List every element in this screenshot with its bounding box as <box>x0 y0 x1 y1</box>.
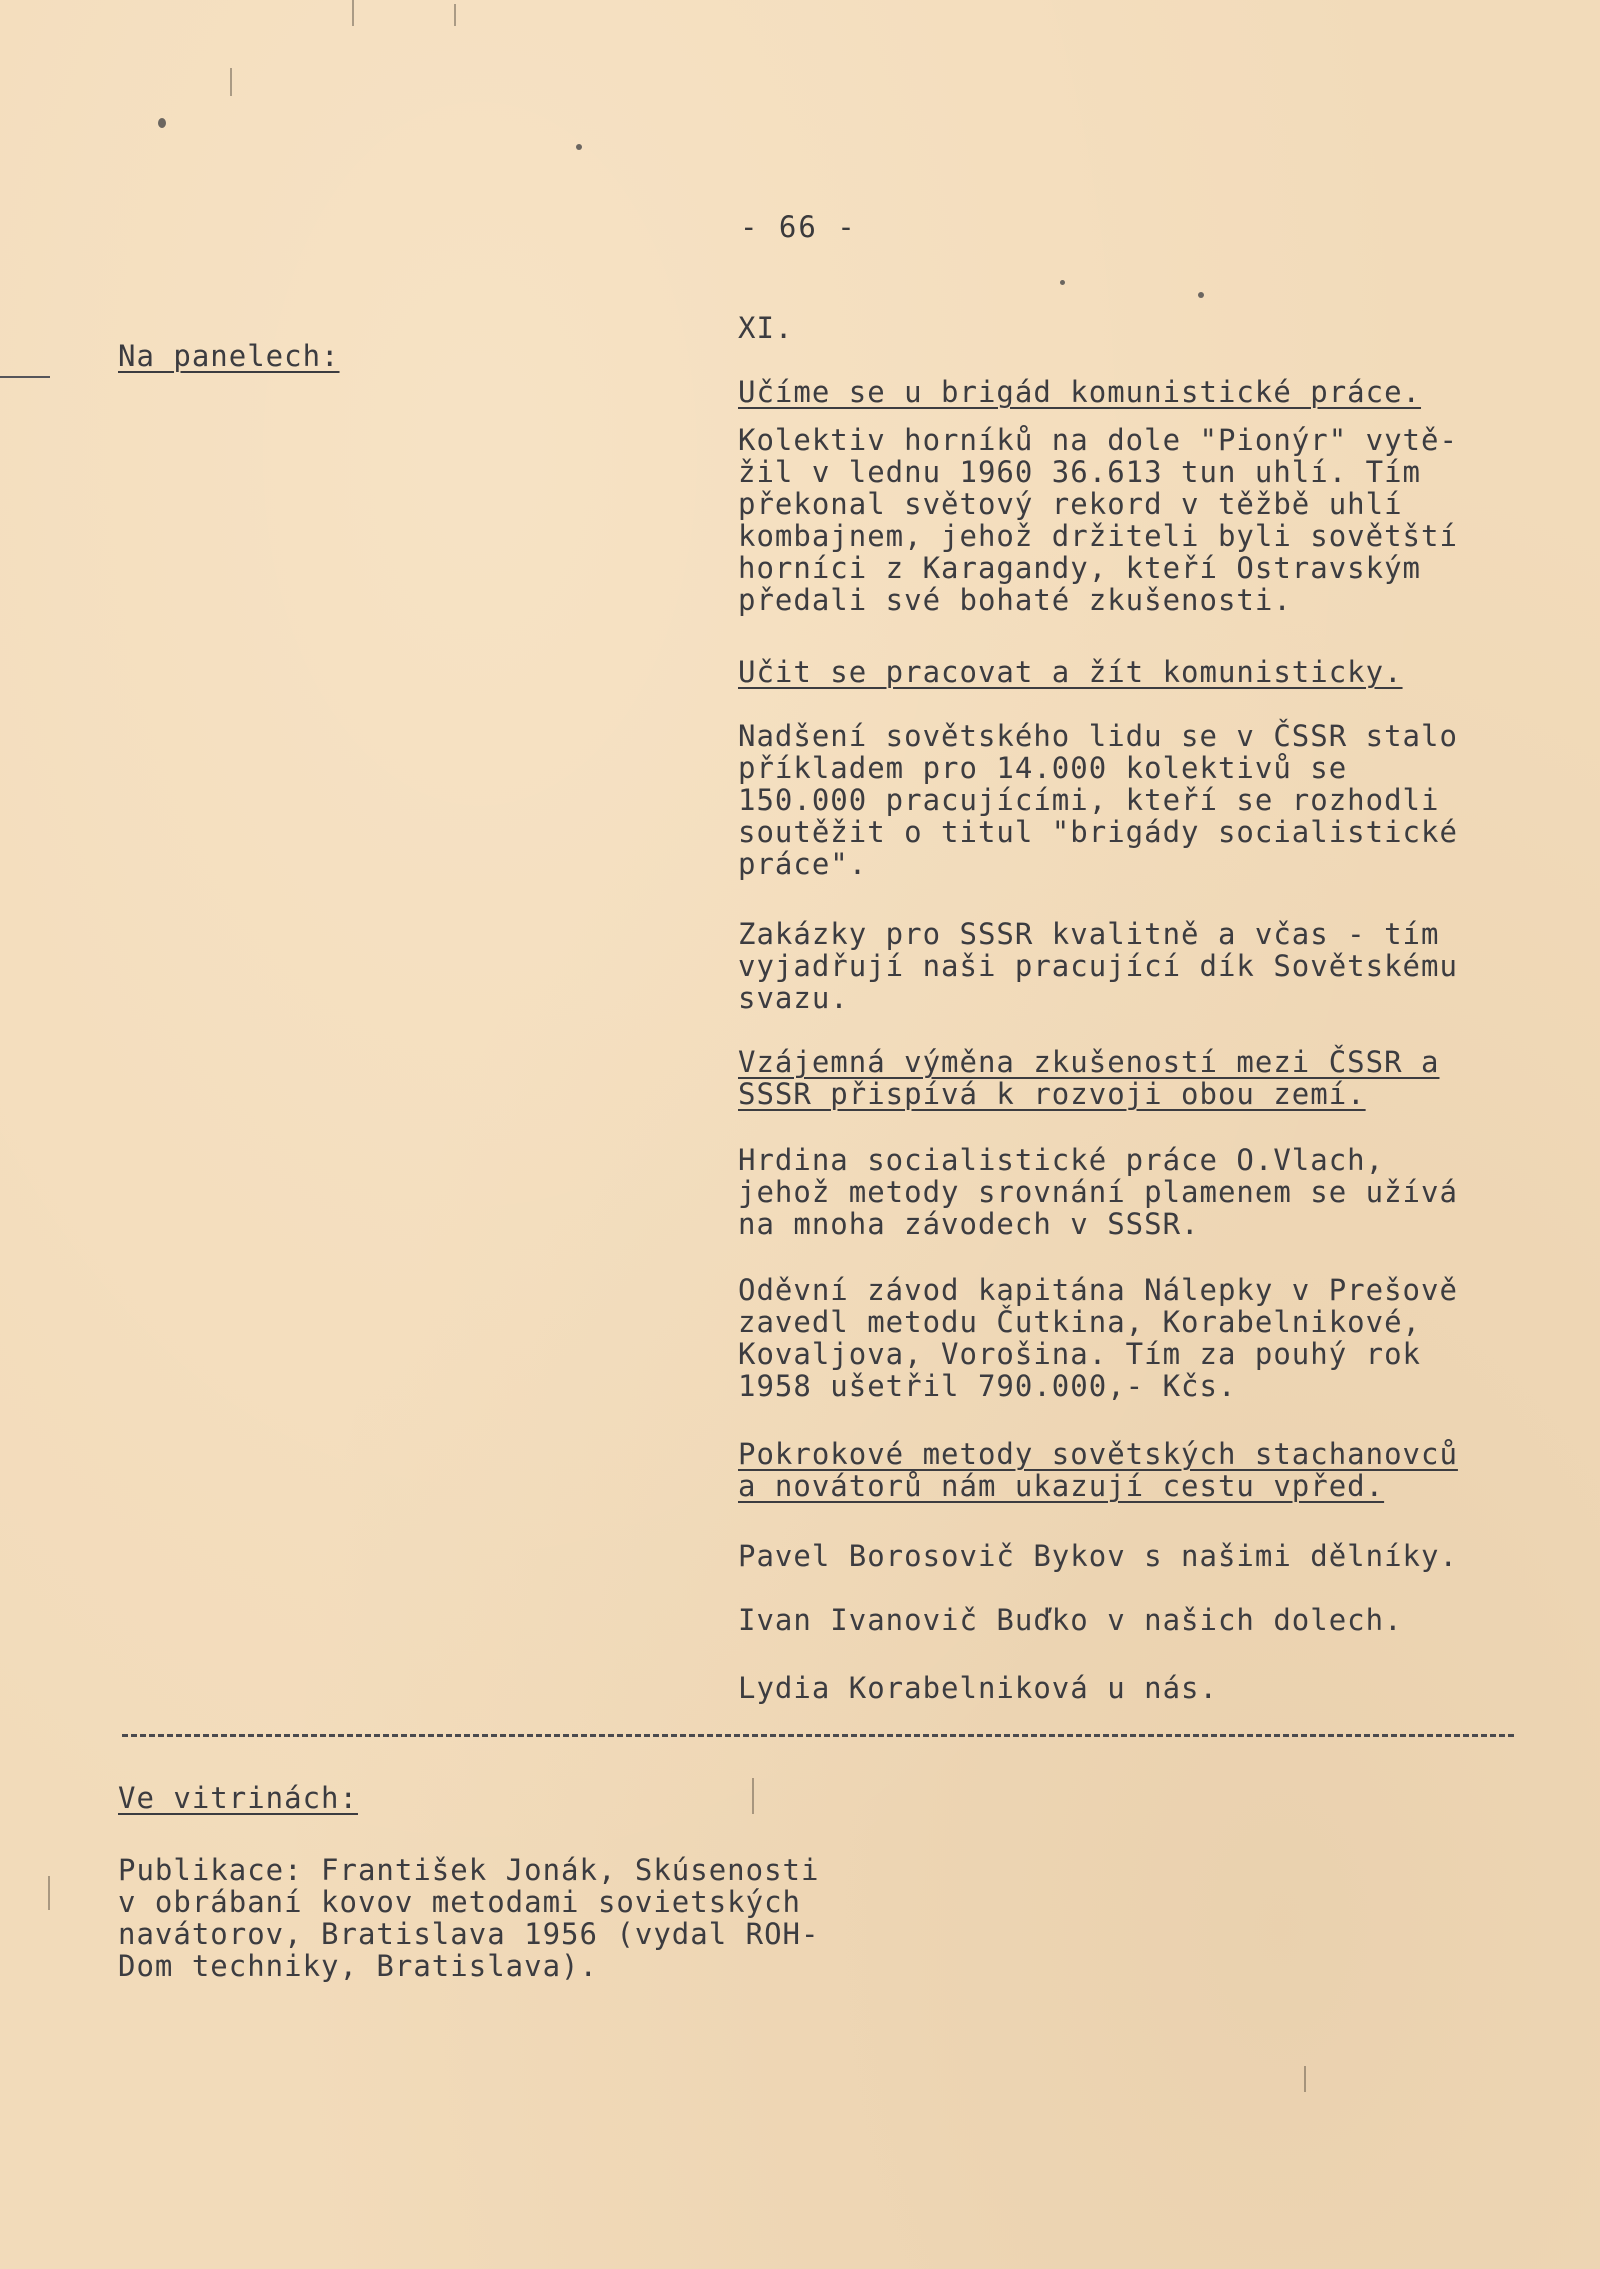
paper-speck <box>1198 292 1204 298</box>
paragraph-pionyr-record: Kolektiv horníků na dole "Pionýr" vytě- žil v lednu 1960 36.613 tun uhlí. Tím překonal světový rekord v těžbě uhlí kombajnem, jehož držiteli byli sovětští horníci z Karagandy, kteří Ostravským předali své bohaté zkušenosti. <box>738 423 1458 617</box>
label-panels: Na panelech: <box>118 339 340 373</box>
paper-scratch <box>1304 2066 1306 2092</box>
paper-scratch <box>230 68 232 96</box>
heading-learning-from-brigades: Učíme se u brigád komunistické práce. <box>738 375 1422 409</box>
heading-learn-to-work: Učit se pracovat a žít komunisticky. <box>738 655 1403 689</box>
paper-scratch <box>352 0 354 26</box>
item-budko: Ivan Ivanovič Buďko v našich dolech. <box>738 1603 1403 1637</box>
paper-speck <box>576 144 582 150</box>
dashed-divider <box>122 1734 1514 1737</box>
heading-progressive-methods: Pokrokové metody sovětských stachanovců a novátorů nám ukazují cestu vpřed. <box>738 1437 1458 1503</box>
label-showcases: Ve vitrinách: <box>118 1781 358 1815</box>
item-korabelnikova: Lydia Korabelniková u nás. <box>738 1671 1218 1705</box>
margin-dash <box>0 376 50 378</box>
section-number: XI. <box>738 311 794 345</box>
paper-scratch <box>752 1778 754 1814</box>
page-number: - 66 - <box>740 210 857 244</box>
paper-scratch <box>48 1876 50 1910</box>
item-bykov: Pavel Borosovič Bykov s našimi dělníky. <box>738 1539 1458 1573</box>
paragraph-brigade-title: Nadšení sovětského lidu se v ČSSR stalo příkladem pro 14.000 kolektivů se 150.000 pracujícími, kteří se rozhodli soutěžit o titul "brigády socialistické práce". <box>738 719 1458 881</box>
paragraph-presov-factory: Oděvní závod kapitána Nálepky v Prešově zavedl metodu Čutkina, Korabelnikové, Kovaljova, Vorošina. Tím za pouhý rok 1958 ušetřil 790.000,- Kčs. <box>738 1273 1458 1403</box>
heading-mutual-exchange: Vzájemná výměna zkušeností mezi ČSSR a SSSR přispívá k rozvoji obou zemí. <box>738 1045 1440 1111</box>
paragraph-orders-for-ussr: Zakázky pro SSSR kvalitně a včas - tím vyjadřují naši pracující dík Sovětskému svazu. <box>738 917 1458 1015</box>
paper-speck <box>158 118 166 128</box>
paragraph-publication: Publikace: František Jonák, Skúsenosti v obrábaní kovov metodami sovietských navátorov, Bratislava 1956 (vydal ROH- Dom techniky, Bratislava). <box>118 1853 820 1983</box>
paper-scratch <box>454 4 456 26</box>
paragraph-vlach: Hrdina socialistické práce O.Vlach, jehož metody srovnání plamenem se užívá na mnoha závodech v SSSR. <box>738 1143 1458 1241</box>
paper-speck <box>1060 280 1065 285</box>
